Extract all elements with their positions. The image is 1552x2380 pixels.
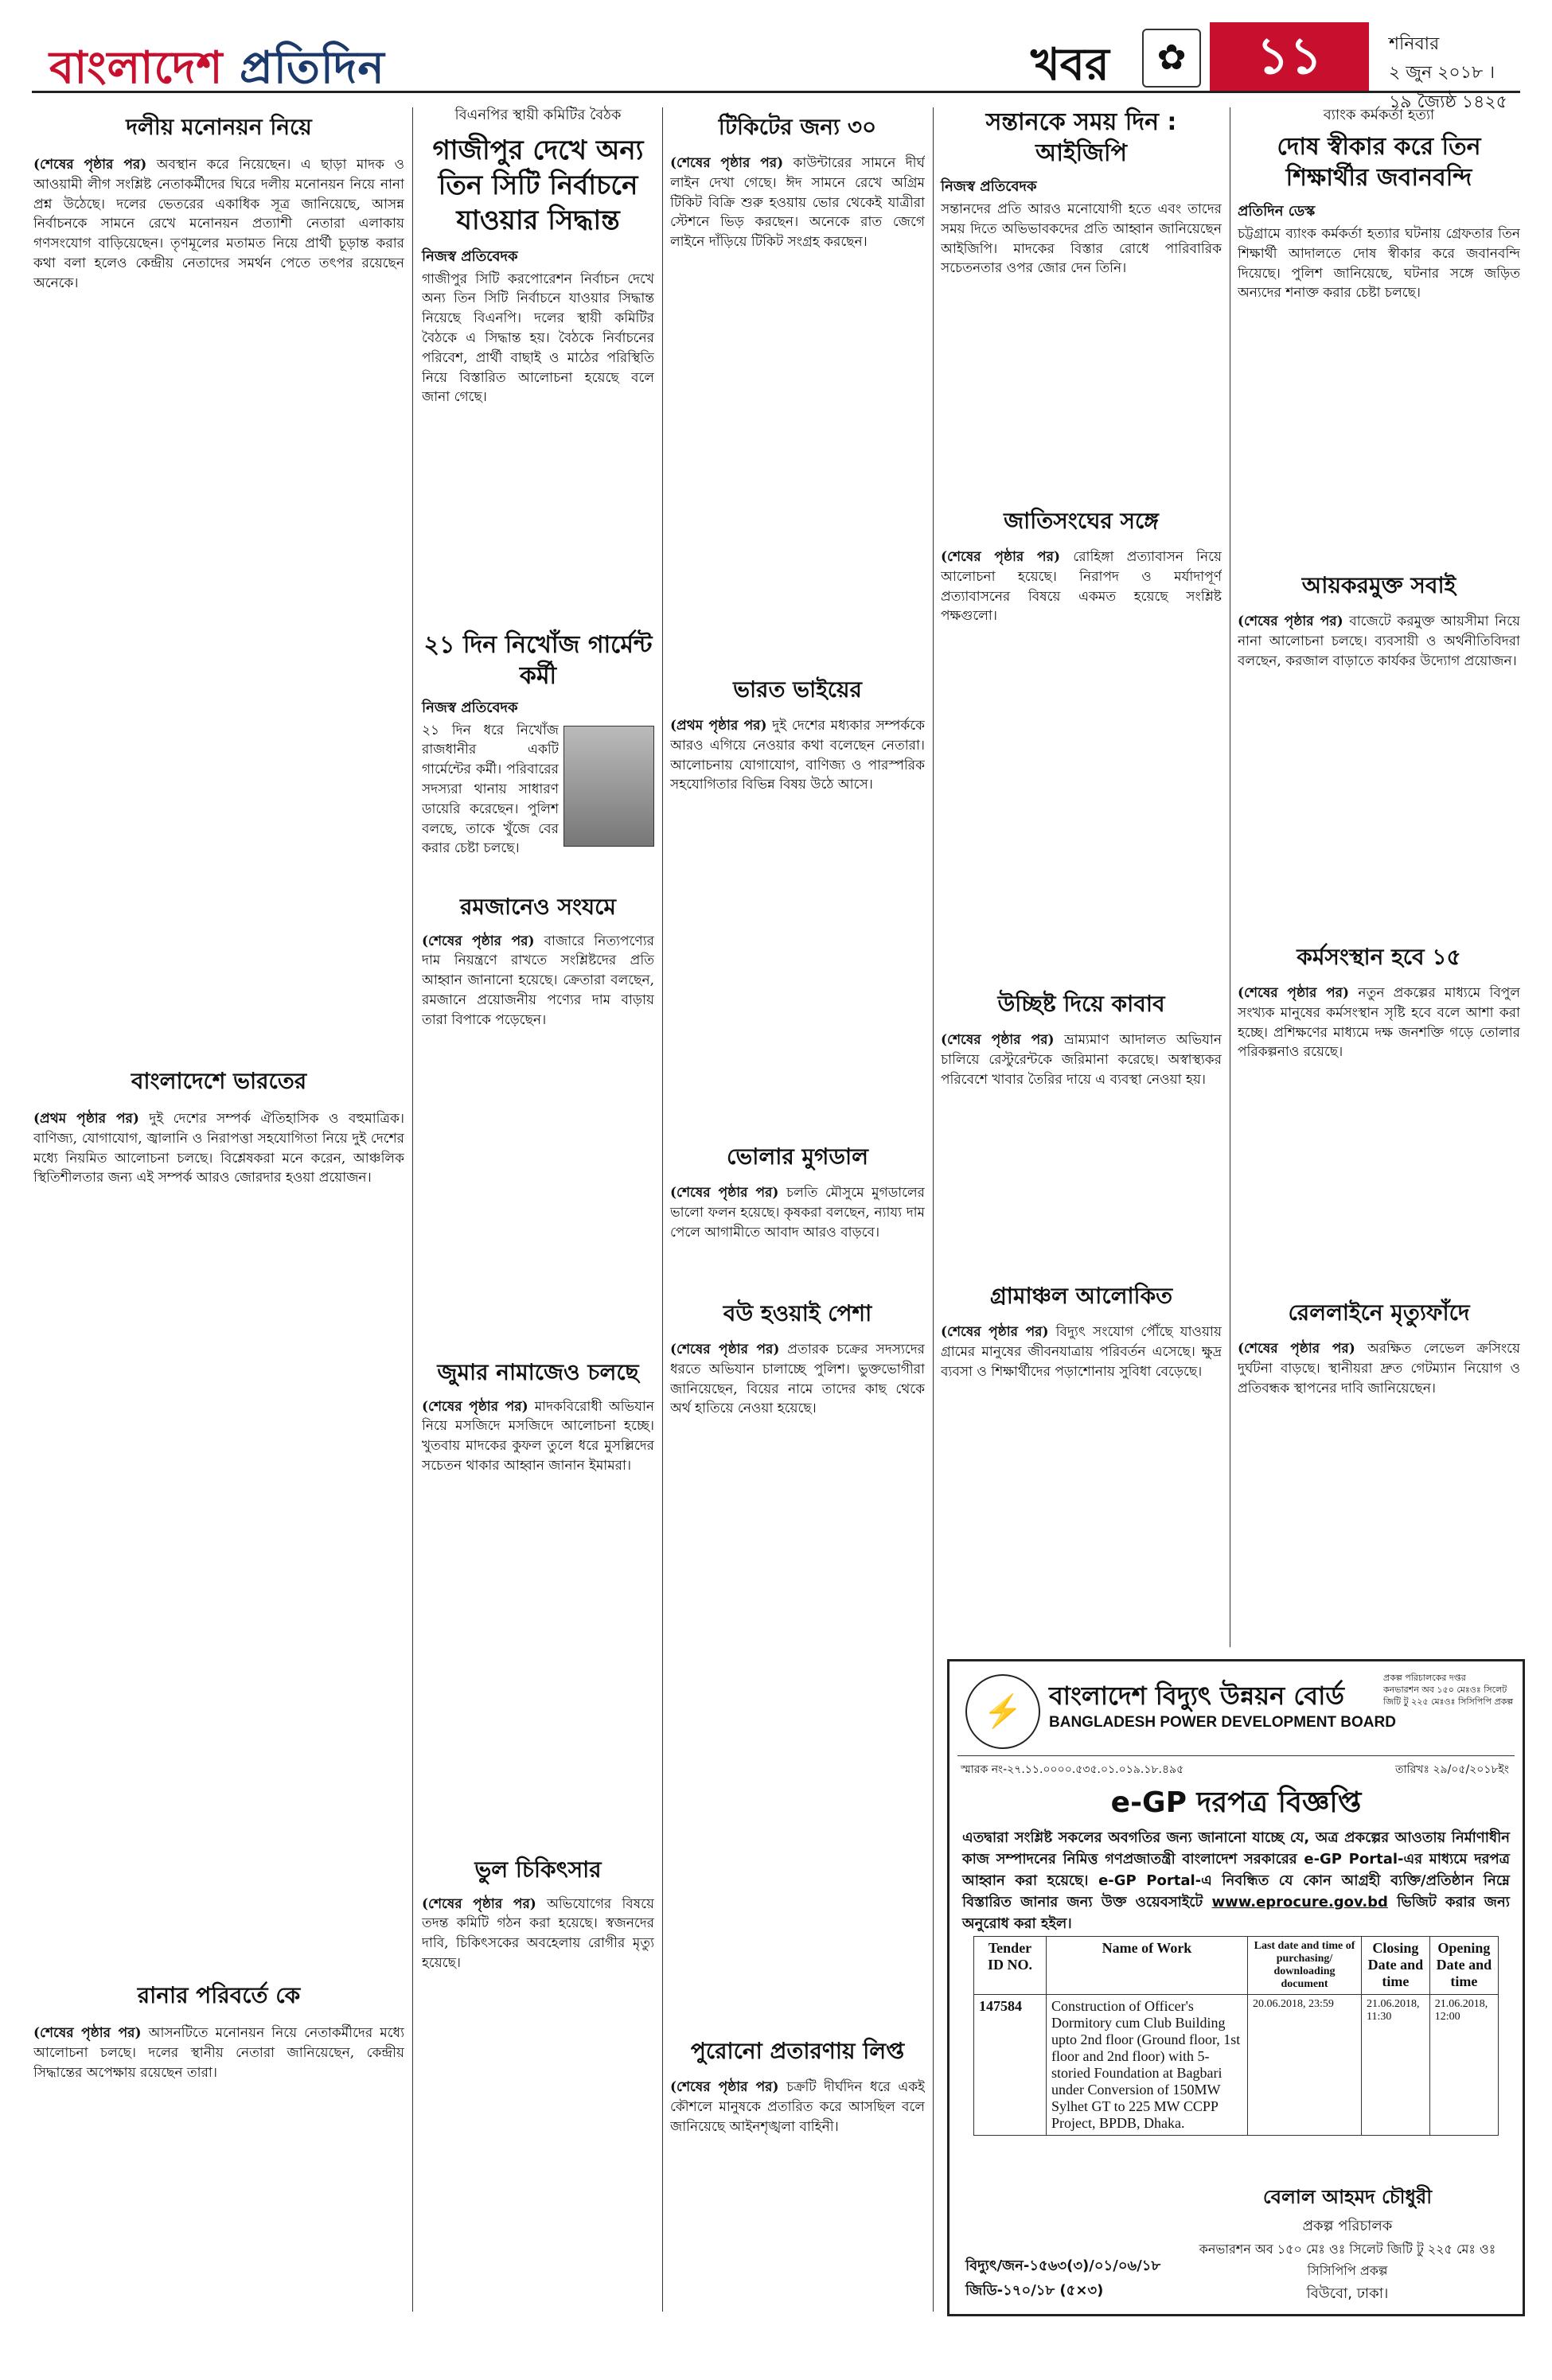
article-body: (শেষের পৃষ্ঠার পর) অরক্ষিত লেভেল ক্রসিংয়ে দুর্ঘটনা বাড়ছে। স্থানীয়রা দ্রুত গেটম্যান নিয়োগ ও প্রতিবন্ধক স্থাপনের দাবি জানিয়েছেন। <box>1238 1341 1520 1396</box>
article-body: (শেষের পৃষ্ঠার পর) বিদ্যুৎ সংযোগ পৌঁছে যাওয়ায় গ্রামের মানুষের জীবনযাত্রায় পরিবর্তন এসেছে। ক্ষুদ্র ব্যবসা ও শিক্ষার্থীদের পড়াশোনায় সুবিধা বেড়েছে। <box>941 1324 1222 1380</box>
flower-icon: ✿ <box>1142 29 1201 88</box>
article-headline: গাজীপুর দেখে অন্য তিন সিটি নির্বাচনে যাওয়ার সিদ্ধান্ত <box>432 134 644 237</box>
article-column-3 <box>670 103 925 2380</box>
byline: প্রতিদিন ডেস্ক <box>1238 203 1316 220</box>
article-body: (শেষের পৃষ্ঠার পর) চলতি মৌসুমে মুগডালের ভালো ফলন হয়েছে। কৃষকরা বলছেন, ন্যায্য দাম পেলে আগামীতে আবাদ আরও বাড়বে। <box>670 1185 925 1241</box>
article-body: (প্রথম পৃষ্ঠার পর) দুই দেশের মধ্যকার সম্পর্ককে আরও এগিয়ে নেওয়ার কথা বলেছেন নেতারা। আলোচনায় যোগাযোগ, বাণিজ্য ও পারস্পরিক সহযোগিতার বিভিন্ন বিষয় উঠে আসে। <box>670 718 925 793</box>
article-body: (শেষের পৃষ্ঠার পর) অভিযোগের বিষয়ে তদন্ত কমিটি গঠন করা হয়েছে। স্বজনদের দাবি, চিকিৎসকের অবহেলায় রোগীর মৃত্যু হয়েছে। <box>422 1895 654 1971</box>
tender-table <box>973 1936 1499 2136</box>
article-headline: গ্রামাঞ্চল আলোকিত <box>989 1283 1173 1309</box>
article-headline: বউ হওয়াই পেশা <box>723 1300 872 1326</box>
article-column-4 <box>941 103 1222 1657</box>
masthead <box>32 18 1520 112</box>
byline: নিজস্ব প্রতিবেদক <box>422 699 518 716</box>
table-header: Name of Work <box>1047 1937 1248 1995</box>
article-headline: বাংলাদেশে ভারতের <box>131 1068 307 1094</box>
memo-number: স্মারক নং-২৭.১১.০০০০.৫৩৫.০১.০১৯.১৮.৪৯৫ <box>961 1763 1184 1776</box>
table-row <box>974 1995 1499 2136</box>
article-headline: রমজানেও সংযমে <box>460 893 616 920</box>
signer-place: বিউবো, ঢাকা। <box>1306 2285 1389 2302</box>
eprocure-link[interactable]: www.eprocure.gov.bd <box>1211 1894 1388 1911</box>
article-headline: টিকিটের জন্য ৩০ <box>718 114 877 140</box>
article-body: (শেষের পৃষ্ঠার পর) আসনটিতে মনোনয়ন নিয়ে নেতাকর্মীদের মধ্যে আলোচনা চলছে। দলের স্থানীয় নেতারা জানিয়েছেন, কেন্দ্রীয় সিদ্ধান্তের অপেক্ষায় রয়েছেন তারা। <box>33 2025 404 2081</box>
table-cell: 21.06.2018, 11:30 <box>1362 1995 1430 2136</box>
table-header-row <box>974 1937 1499 1995</box>
office-address: প্রকল্প পরিচালকের দপ্তর কনভারশন অব ১৫০ মেঃওঃ সিলেট জিটি টু ২২৫ মেঃওঃ সিসিপিপি প্রকল্প <box>1383 1673 1514 1707</box>
article-body: ২১ দিন ধরে নিখোঁজ রাজধানীর একটি গার্মেন্টের কর্মী। পরিবারের সদস্যরা থানায় সাধারণ ডায়েরি করেছেন। পুলিশ বলছে, তাকে খুঁজে বের করার চেষ্টা চলছে। <box>422 722 559 857</box>
article-kicker: ব্যাংক কর্মকর্তা হত্যা <box>1323 107 1435 123</box>
article-headline: ভুল চিকিৎসার <box>474 1856 602 1883</box>
org-name-en: BANGLADESH POWER DEVELOPMENT BOARD <box>1049 1714 1396 1731</box>
article-body: (শেষের পৃষ্ঠার পর) অবস্থান করে নিয়েছেন। এ ছাড়া মাদক ও আওয়ামী লীগ সংশ্লিষ্ট নেতাকর্মীদের ঘিরে দলীয় মনোনয়ন নিয়ে নানা প্রশ্ন উঠেছে। দলের ভেতরের একাধিক সূত্র জানিয়েছে, আসন্ন নির্বাচনকে সামনে রেখে মনোনয়ন প্রত্যাশী নেতারা এলাকায় গণসংযোগ বাড়িয়েছেন। তৃণমূলের মতামত নিয়ে প্রার্থী চূড়ান্ত করার কথা বলা হলেও কেন্দ্রীয় নেতাদের সমর্থন পেতে তৎপর রয়েছেন অনেকে। <box>33 157 404 291</box>
tender-advertisement <box>947 1659 1525 2316</box>
byline: নিজস্ব প্রতিবেদক <box>422 247 518 265</box>
table-cell: Construction of Officer's Dormitory cum Club Building upto 2nd floor (Ground floor, 1st floor and 2nd floor) with 5-storied Foundation at Bagbari under Conversion of 150MW Sylhet GT to 225 MW CCPP Project, BPDB, Dhaka. <box>1047 1995 1248 2136</box>
article-body: (শেষের পৃষ্ঠার পর) কাউন্টারের সামনে দীর্ঘ লাইন দেখা গেছে। ঈদ সামনে রেখে অগ্রিম টিকিট বিক্রি শুরু হওয়ায় ভোর থেকেই যাত্রীরা স্টেশনে ভিড় করছেন। অনেকে রাত জেগে লাইনে দাঁড়িয়ে টিকিট সংগ্রহ করছেন। <box>670 155 925 251</box>
table-header: Last date and time of purchasing/ downloading document <box>1248 1937 1362 1995</box>
table-cell: 147584 <box>974 1995 1047 2136</box>
article-body: (শেষের পৃষ্ঠার পর) চক্রটি দীর্ঘদিন ধরে একই কৌশলে মানুষকে প্রতারিত করে আসছিল বলে জানিয়েছে আইনশৃঙ্খলা বাহিনী। <box>670 2079 925 2135</box>
signature-block <box>1188 2183 1507 2307</box>
column-divider <box>412 107 413 2312</box>
article-headline: পুরোনো প্রতারণায় লিপ্ত <box>690 2038 905 2064</box>
article-headline: ২১ দিন নিখোঁজ গার্মেন্ট কর্মী <box>423 630 653 690</box>
table-header: Opening Date and time <box>1429 1937 1498 1995</box>
ad-title: e-GP দরপত্র বিজ্ঞপ্তি <box>1110 1786 1362 1819</box>
article-headline: সন্তানকে সময় দিন : আইজিপি <box>985 108 1177 167</box>
org-name-bn: বাংলাদেশ বিদ্যুৎ উন্নয়ন বোর্ড <box>1049 1681 1344 1711</box>
newspaper-logo: বাংলাদেশ প্রতিদিন <box>49 42 385 94</box>
article-body: (শেষের পৃষ্ঠার পর) বাজেটে করমুক্ত আয়সীমা নিয়ে নানা আলোচনা চলছে। ব্যবসায়ী ও অর্থনীতিবিদরা বলছেন, করজাল বাড়াতে কার্যকর উদ্যোগ প্রয়োজন। <box>1238 614 1520 669</box>
section-title: খবর <box>1031 39 1109 91</box>
article-body: সন্তানদের প্রতি আরও মনোযোগী হতে এবং তাদের সময় দিতে অভিভাবকদের প্রতি আহ্বান জানিয়েছেন আইজিপি। মাদকের বিস্তার রোধে পারিবারিক সচেতনতার ওপর জোর দেন তিনি। <box>941 201 1222 277</box>
article-body: (শেষের পৃষ্ঠার পর) বাজারে নিত্যপণ্যের দাম নিয়ন্ত্রণে রাখতে সংশ্লিষ্টদের প্রতি আহ্বান জানানো হয়েছে। ক্রেতারা বলছেন, রমজানে প্রয়োজনীয় পণ্যের দাম বাড়ায় তারা বিপাকে পড়েছেন। <box>422 933 654 1028</box>
page-number: ১১ <box>1210 22 1369 91</box>
article-headline: উচ্ছিষ্ট দিয়ে কাবাব <box>997 991 1165 1017</box>
article-body: চট্টগ্রামে ব্যাংক কর্মকর্তা হত্যার ঘটনায় গ্রেফতার তিন শিক্ষার্থী আদালতে দোষ স্বীকার করে জবানবন্দি দিয়েছে। পুলিশ জানিয়েছে, ঘটনার সঙ্গে জড়িত অন্যদের শনাক্ত করার চেষ্টা চলছে। <box>1238 226 1520 302</box>
bpdb-logo-icon: ⚡ <box>965 1674 1040 1749</box>
article-headline: কর্মসংস্থান হবে ১৫ <box>1297 944 1461 970</box>
table-header: Tender ID NO. <box>974 1937 1047 1995</box>
table-cell: 21.06.2018, 12:00 <box>1429 1995 1498 2136</box>
article-body: (শেষের পৃষ্ঠার পর) রোহিঙ্গা প্রত্যাবাসন নিয়ে আলোচনা হয়েছে। নিরাপদ ও মর্যাদাপূর্ণ প্রত্যাবাসনের বিষয়ে একমত হয়েছে সংশ্লিষ্ট পক্ষগুলো। <box>941 549 1222 625</box>
column-divider <box>662 107 663 2312</box>
article-headline: রানার পরিবর্তে কে <box>137 1982 301 2008</box>
article-kicker: বিএনপির স্থায়ী কমিটির বৈঠক <box>454 107 622 123</box>
article-column-2 <box>422 103 654 2213</box>
article-column-5 <box>1238 103 1520 1578</box>
article-body: (শেষের পৃষ্ঠার পর) ভ্রাম্যমাণ আদালত অভিযান চালিয়ে রেস্টুরেন্টকে জরিমানা করেছে। অস্বাস্থ্যকর পরিবেশে খাবার তৈরির দায়ে এ ব্যবস্থা নেওয়া হয়। <box>941 1032 1222 1088</box>
ad-notice: এতদ্বারা সংশ্লিষ্ট সকলের অবগতির জন্য জানানো যাচ্ছে যে, অত্র প্রকল্পের আওতায় নির্মাণাধীন কাজ সম্পাদনের নিমিত্ত গণপ্রজাতন্ত্রী বাংলাদেশ সরকারের e-GP Portal-এর মাধ্যমে দরপত্র আহ্বান করা হয়েছে। e-GP Portal-এ নিবন্ধিত যে কোন আগ্রহী ব্যক্তি/প্রতিষ্ঠান নিম্নে বিস্তারিত জানার জন্য উক্ত ওয়েবসাইটে www.eprocure.gov.bd ভিজিট করার জন্য অনুরোধ করা হইল। <box>962 1829 1510 1932</box>
article-body: গাজীপুর সিটি করপোরেশন নির্বাচন দেখে অন্য তিন সিটি নির্বাচনে যাওয়ার সিদ্ধান্ত নিয়েছে বিএনপি। দলের স্থায়ী কমিটির বৈঠকে এ সিদ্ধান্ত হয়। বৈঠকে নির্বাচনের পরিবেশ, প্রার্থী বাছাই ও মাঠের পরিস্থিতি নিয়ে বিস্তারিত আলোচনা হয়েছে বলে জানা গেছে। <box>422 271 654 406</box>
table-header: Closing Date and time <box>1362 1937 1430 1995</box>
article-headline: ভারত ভাইয়ের <box>733 676 862 703</box>
article-headline: জাতিসংঘের সঙ্গে <box>1004 508 1159 534</box>
signer-name: বেলাল আহমদ চৌধুরী <box>1262 2186 1433 2208</box>
missing-person-photo <box>563 726 654 847</box>
issue-day: শনিবার <box>1389 34 1440 54</box>
article-headline: রেললাইনে মৃত্যুফাঁদে <box>1288 1299 1470 1326</box>
article-headline: ভোলার মুগডাল <box>727 1143 868 1170</box>
article-headline: জুমার নামাজেও চলছে <box>437 1358 639 1385</box>
signer-designation: প্রকল্প পরিচালক <box>1302 2218 1393 2234</box>
article-headline: দোষ স্বীকার করে তিন শিক্ষার্থীর জবানবন্দি <box>1277 133 1481 192</box>
article-body: (প্রথম পৃষ্ঠার পর) দুই দেশের সম্পর্ক ঐতিহাসিক ও বহুমাত্রিক। বাণিজ্য, যোগাযোগ, জ্বালানি ও নিরাপত্তা সহযোগিতা নিয়ে দুই দেশের মধ্যে নিয়মিত আলোচনা চলছে। বিশ্লেষকরা মনে করেন, আঞ্চলিক স্থিতিশীলতার জন্য এই সম্পর্ক আরও জোরদার হওয়া প্রয়োজন। <box>33 1111 404 1186</box>
byline: নিজস্ব প্রতিবেদক <box>941 178 1037 195</box>
article-headline: আয়করমুক্ত সবাই <box>1301 572 1456 598</box>
article-column-1 <box>33 103 404 2342</box>
article-body: (শেষের পৃষ্ঠার পর) মাদকবিরোধী অভিযান নিয়ে মসজিদে মসজিদে আলোচনা হচ্ছে। খুতবায় মাদকের কুফল তুলে ধরে মুসল্লিদের সচেতন থাকার আহ্বান জানান ইমামরা। <box>422 1398 654 1474</box>
memo-date: তারিখঃ ২৯/০৫/২০১৮ইং <box>1395 1763 1509 1776</box>
article-body: (শেষের পৃষ্ঠার পর) প্রতারক চক্রের সদস্যদের ধরতে অভিযান চালাচ্ছে পুলিশ। ভুক্তভোগীরা জানিয়েছেন, বিয়ের নামে তাদের কাছ থেকে অর্থ হাতিয়ে নেওয়া হয়েছে। <box>670 1342 925 1417</box>
ad-reference: বিদ্যুৎ/জন-১৫৬৩(৩)/০১/০৬/১৮ জিডি-১৭০/১৮ (৫×৩) <box>965 2257 1161 2299</box>
article-body: (শেষের পৃষ্ঠার পর) নতুন প্রকল্পের মাধ্যমে বিপুল সংখ্যক মানুষের কর্মসংস্থান সৃষ্টি হবে বলে আশা করা হচ্ছে। প্রশিক্ষণের মাধ্যমে দক্ষ জনশক্তি গড়ে তোলার পরিকল্পনাও রয়েছে। <box>1238 985 1520 1061</box>
article-headline: দলীয় মনোনয়ন নিয়ে <box>126 114 312 140</box>
column-divider <box>933 107 934 2312</box>
issue-date: ২ জুন ২০১৮ । ১৯ জ্যৈষ্ঠ ১৪২৫ <box>1389 63 1507 112</box>
signer-project: কনভারশন অব ১৫০ মেঃ ওঃ সিলেট জিটি টু ২২৫ মেঃ ওঃ সিসিপিপি প্রকল্প <box>1199 2242 1496 2278</box>
table-cell: 20.06.2018, 23:59 <box>1248 1995 1362 2136</box>
